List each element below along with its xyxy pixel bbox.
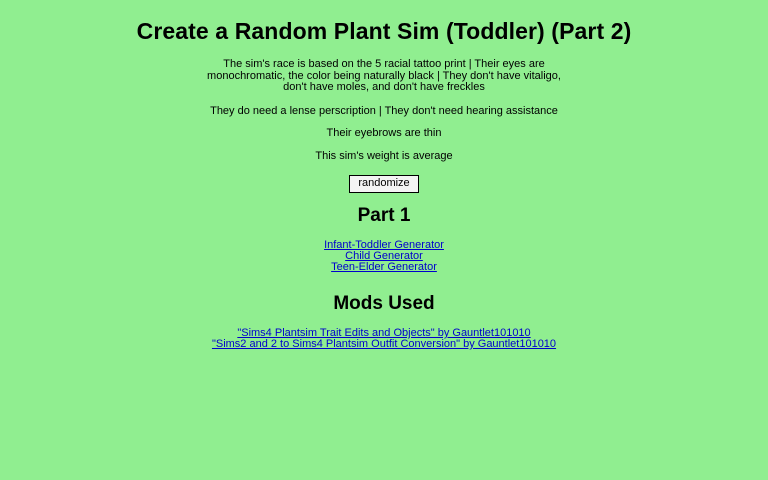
description-line-2: They do need a lense perscription | They don't need hearing assistance: [210, 104, 558, 117]
link-infant-toddler-generator[interactable]: Infant-Toddler Generator: [324, 239, 444, 251]
description-line-3: Their eyebrows are thin: [326, 127, 442, 139]
link-row-teen-elder: [8, 262, 760, 273]
description-line-1: The sim's race is based on the 5 racial tattoo print | Their eyes are monochromatic, the color being naturally black | They don't have vitaligo, don't have moles, and don't have freckles: [207, 58, 561, 93]
sim-description-block: [194, 59, 574, 162]
page-title: Create a Random Plant Sim (Toddler) (Part 2): [136, 18, 632, 44]
link-plantsim-outfit-conversion-mod[interactable]: "Sims2 and 2 to Sims4 Plantsim Outfit Conversion" by Gauntlet101010: [211, 338, 557, 350]
randomize-button[interactable]: randomize: [349, 175, 418, 193]
mods-heading: Mods Used: [333, 293, 435, 314]
mods-link-list: [8, 328, 760, 350]
randomize-button-wrapper: [8, 173, 760, 193]
description-line-4: This sim's weight is average: [315, 149, 453, 162]
link-row-outfit-conversion: [8, 339, 760, 350]
part1-link-list: [8, 240, 760, 273]
link-plantsim-trait-edits-mod[interactable]: "Sims4 Plantsim Trait Edits and Objects" by Gauntlet101010: [237, 327, 531, 339]
link-teen-elder-generator[interactable]: Teen-Elder Generator: [331, 261, 437, 273]
part1-heading: Part 1: [357, 205, 411, 226]
link-child-generator[interactable]: Child Generator: [345, 250, 423, 262]
